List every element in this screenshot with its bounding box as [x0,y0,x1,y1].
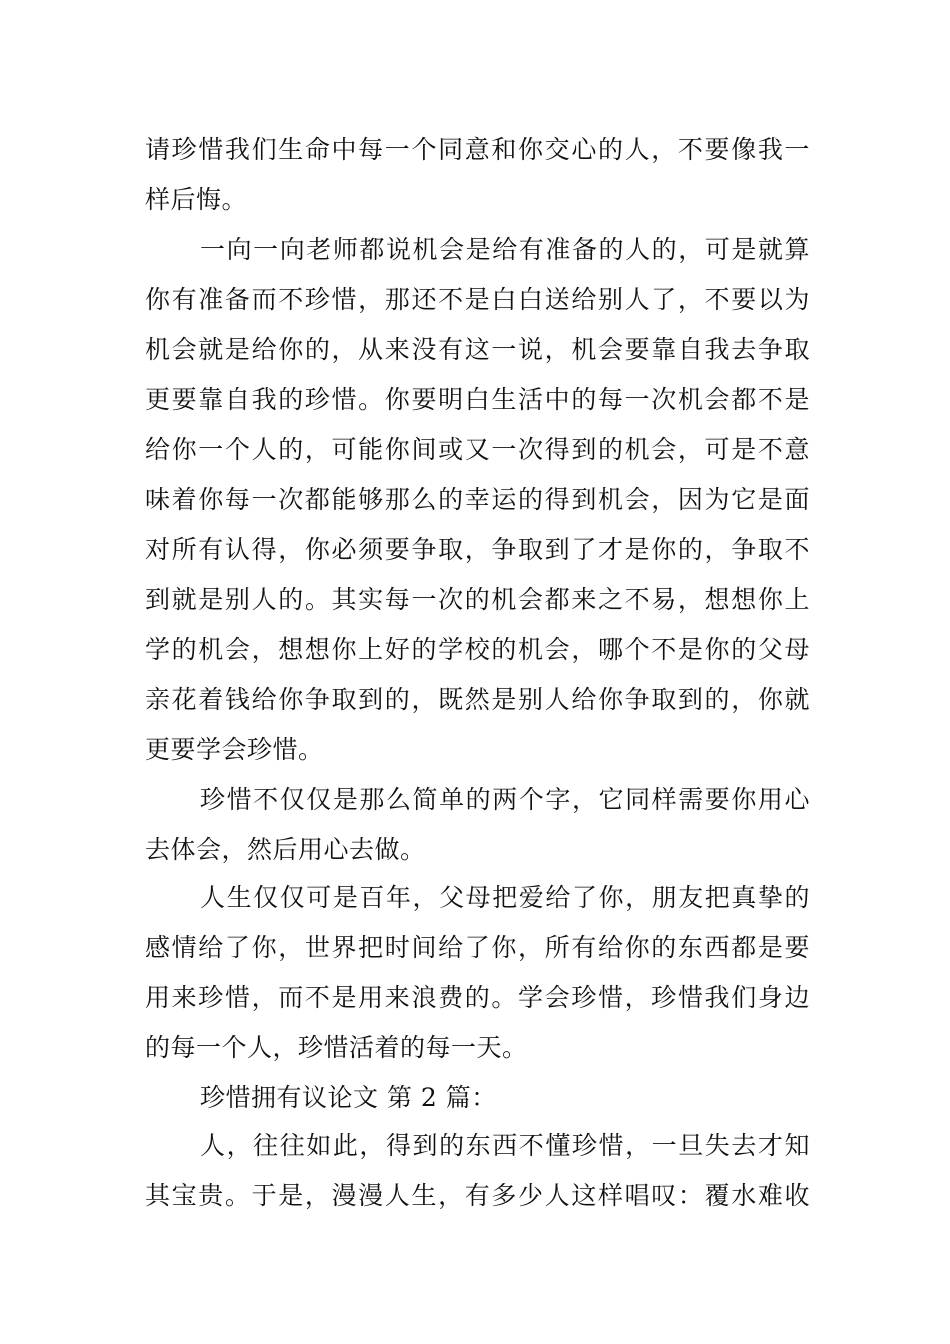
text-line: 其宝贵。于是，漫漫人生，有多少人这样唱叹：覆水难收 [145,1181,810,1210]
paragraph-first-line: 一向一向老师都说机会是给有准备的人的，可是就算 [200,235,810,264]
section-heading: 珍惜拥有议论文 第 2 篇： [200,1083,497,1112]
text-line: 用来珍惜，而不是用来浪费的。学会珍惜，珍惜我们身边 [145,983,810,1012]
text-line: 你有准备而不珍惜，那还不是白白送给别人了，不要以为 [145,285,810,314]
text-line: 给你一个人的，可能你间或又一次得到的机会，可是不意 [145,435,810,464]
text-line: 感情给了你，世界把时间给了你，所有给你的东西都是要 [145,933,810,962]
text-line: 味着你每一次都能够那么的幸运的得到机会，因为它是面 [145,485,810,514]
text-line: 的每一个人，珍惜活着的每一天。 [145,1033,528,1062]
text-line: 更要靠自我的珍惜。你要明白生活中的每一次机会都不是 [145,385,810,414]
paragraph-first-line: 人，往往如此，得到的东西不懂珍惜，一旦失去才知 [200,1131,810,1160]
text-line: 更要学会珍惜。 [145,735,324,764]
text-line: 样后悔。 [145,185,248,214]
text-line: 请珍惜我们生命中每一个同意和你交心的人，不要像我一 [145,135,810,164]
text-line: 亲花着钱给你争取到的，既然是别人给你争取到的，你就 [145,685,810,714]
text-line: 机会就是给你的，从来没有这一说，机会要靠自我去争取 [145,335,810,364]
text-line: 学的机会，想想你上好的学校的机会，哪个不是你的父母 [145,635,810,664]
text-line: 去体会，然后用心去做。 [145,835,426,864]
paragraph-first-line: 珍惜不仅仅是那么简单的两个字，它同样需要你用心 [200,785,810,814]
text-line: 对所有认得，你必须要争取，争取到了才是你的，争取不 [145,535,810,564]
paragraph-first-line: 人生仅仅可是百年，父母把爱给了你，朋友把真挚的 [200,883,810,912]
text-line: 到就是别人的。其实每一次的机会都来之不易，想想你上 [145,585,810,614]
